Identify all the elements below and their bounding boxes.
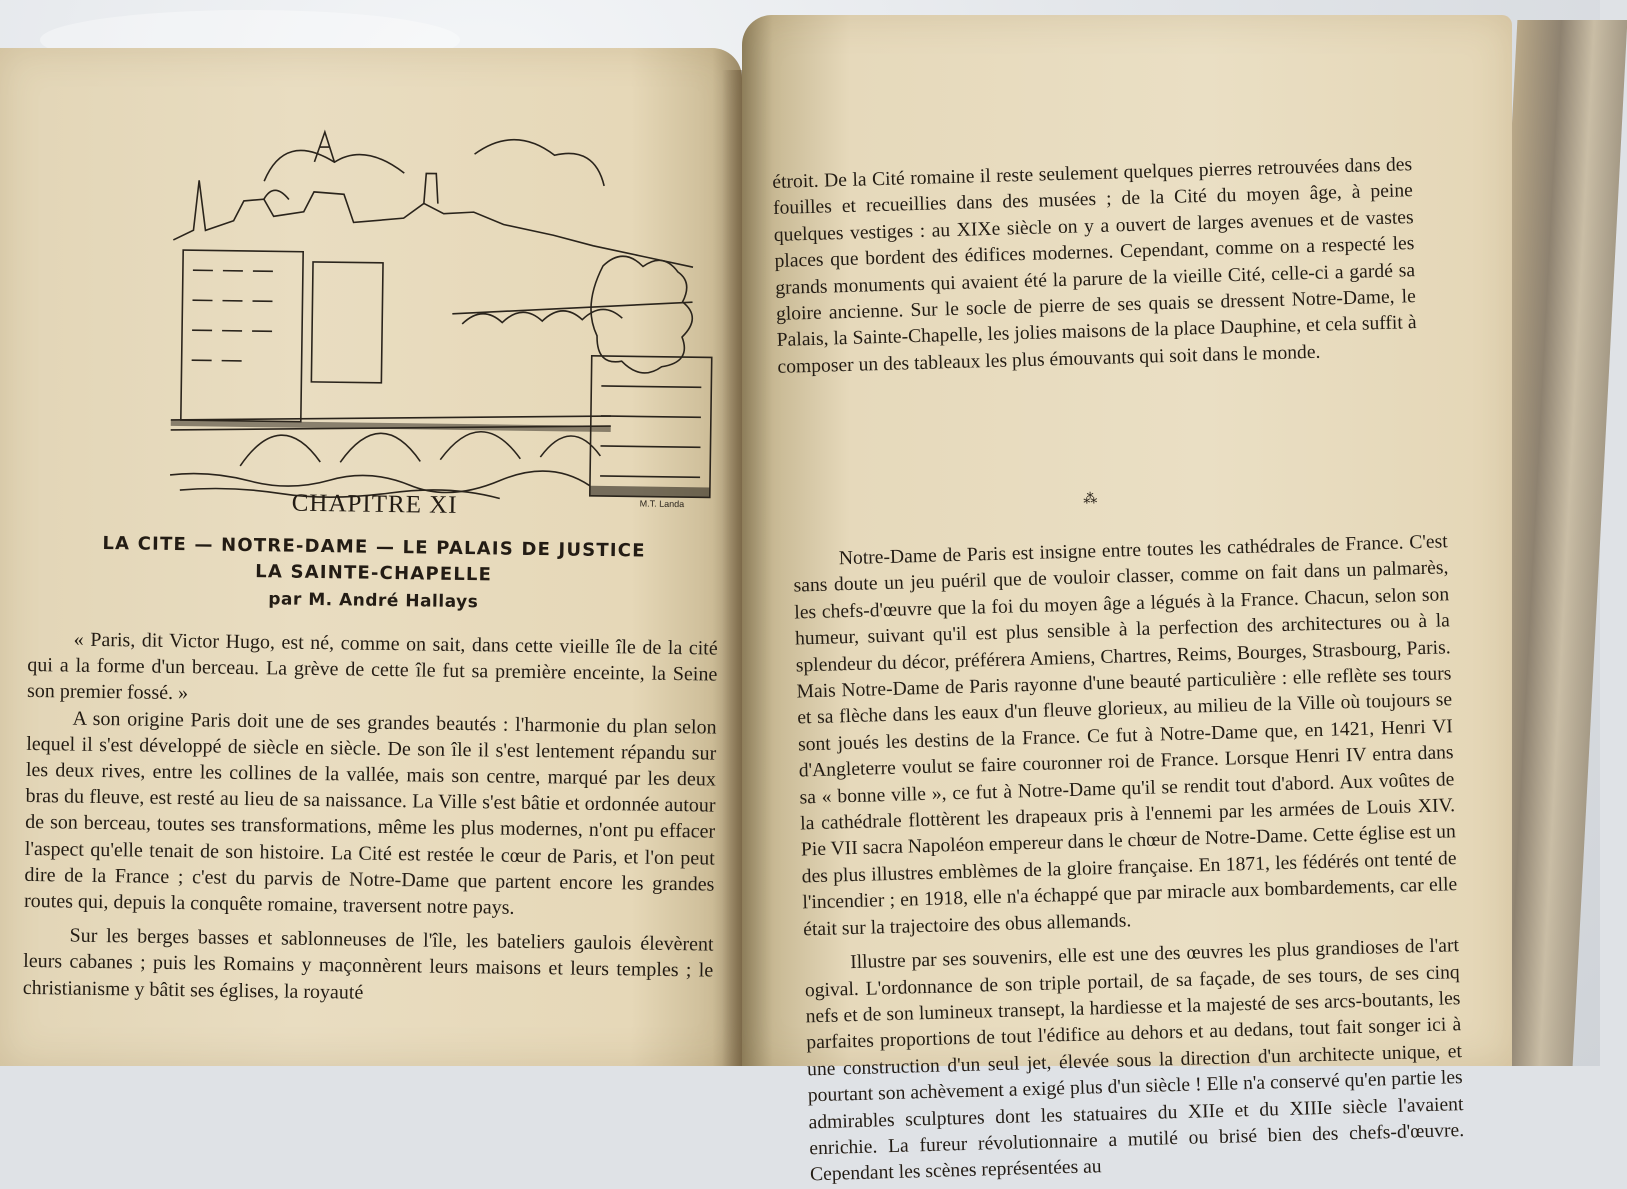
right-page-body — [793, 529, 1466, 1189]
right-page-column — [772, 150, 1472, 1186]
chapter-title: CHAPITRE XI — [291, 489, 458, 519]
paragraph: Sur les berges basses et sablonneuses de l'île, les bateliers gaulois élevèrent leurs cabanes ; puis les Romains y maçonnèrent leurs maisons et leurs temples ; le christianisme y bâtit ses églises, la royauté — [22, 924, 714, 1004]
paragraph: A son origine Paris doit une de ses grandes beautés : l'harmonie du plan selon lequel il s'est développé de siècle en siècle. De son île il s'est lentement répandu sur les deux rives, entre les collines de la vallée, mais son centre, marqué par les deux bras du fleuve, est resté au lieu de sa naissance. La Ville s'est bâtie et ordonnée autour de son berceau, toutes ses transformations, même les plus modernes, n'ont pu effacer l'aspect qu'elle tenait de son histoire. La Cité est restée le cœur de Paris, et l'on peut dire de la France ; c'est du parvis de Notre-Dame que partent encore les grandes routes qui, depuis la conquête romaine, traversent notre pays. — [23, 707, 717, 919]
section-separator: ⁂ — [1083, 492, 1098, 508]
left-page — [0, 48, 742, 1066]
paragraph: Notre-Dame de Paris est insigne entre toutes les cathédrales de France. C'est sans doute un jeu puéril que de vouloir classer, comme on fait dans un palmarès, les chefs-d'œuvre que la foi du moyen âge a légués à la France. Chacun, selon son humeur, suivant qu'il est plus sensible à la perfection des architectures ou à la splendeur du décor, préférera Amiens, Chartres, Reims, Bourges, Strasbourg, Paris. Mais Notre-Dame de Paris rayonne d'une beauté particulière : elle reflète ses tours et sa flèche dans les eaux d'un fleuve glorieux, au milieu de la Ville où toujours se sont joués les destins de la France. Ce fut à Notre-Dame que, en 1421, Henri VI d'Angleterre voulut se faire couronner roi de France. Lorsque Henri IV entra dans sa « bonne ville », ce fut à Notre-Dame qu'il se rendit tout d'abord. Aux voûtes de la cathédrale flottèrent les drapeaux pris à l'ennemi par les armées de Louis XIV. Pie VII sacra Napoléon empereur dans le chœur de Notre-Dame. Cette église est un des plus illustres emblèmes de la gloire française. En 1871, les fédérés ont tenté de l'incendier ; en 1918, elle n'a échappé que par miracle aux bombardements, car elle était sur la trajectoire des obus allemands. — [793, 531, 1458, 941]
left-page-body — [23, 626, 718, 1010]
left-page-column — [22, 48, 726, 1004]
paragraph: étroit. De la Cité romaine il reste seulement quelques pierres retrouvées dans des fouilles et recueillies dans des musées ; de la Cité du moyen âge, à peine quelques vestiges : au XIXe siècle on y a ouvert de larges avenues et de vastes places que bordent des édifices modernes. Cependant, comme on a respecté les grands monuments qui avaient été la parure de la vieille Cité, celle-ci a gardé sa gloire ancienne. Sur le socle de pierre de ses quais se dressent Notre-Dame, le Palais, la Sainte-Chapelle, les jolies maisons de la place Dauphine, et cela suffit à composer un des tableaux les plus émouvants qui soit dans le monde. — [772, 154, 1417, 378]
paris-bridge-illustration — [170, 120, 720, 513]
illustration-signature: M.T. Landa — [639, 498, 685, 510]
chapter-author: par M. André Hallays — [268, 589, 479, 613]
paragraph: Illustre par ses souvenirs, elle est une des œuvres les plus grandioses de l'art ogival. L'ordonnance de son triple portail, de sa façade, de ses tours, de ses cinq nefs et de son lumineux transept, la hardiesse et la majesté de ses arcs-boutants, les parfaites proportions de tout l'édifice au dehors et au dedans, tout fait songer ici à une construction d'un seul jet, élevée sous la direction d'un architecte unique, et pourtant son achèvement a exigé plus d'un siècle ! Elle n'a conservé qu'en partie les admirables sculptures dont les statuaires du XIIe et du XIIIe siècle l'avaient enrichie. La fureur révolutionnaire a mutilé ou brisé bien des chefs-d'œuvre. Cependant les scènes représentées au — [804, 935, 1465, 1186]
chapter-heading-line2: LA SAINTE-CHAPELLE — [255, 561, 493, 586]
chapter-heading-line1: LA CITE — NOTRE-DAME — LE PALAIS DE JUSTICE — [102, 532, 646, 562]
right-page — [742, 15, 1512, 1186]
right-page-top-paragraph — [772, 152, 1418, 381]
paragraph: « Paris, dit Victor Hugo, est né, comme on sait, dans cette vieille île de la cité qui a la forme d'un berceau. La grève de cette île fut sa première enceinte, la Seine son premier fossé. » — [26, 628, 718, 705]
